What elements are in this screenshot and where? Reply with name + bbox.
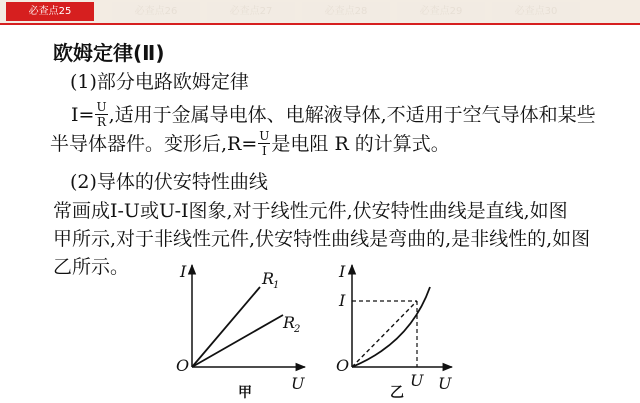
graph-b xyxy=(336,262,452,401)
graph-a-r1-subscript: 1 xyxy=(273,280,280,291)
graph-a-origin: O xyxy=(176,356,190,375)
eq1-lhs: I= xyxy=(71,104,95,126)
section-title: 欧姆定律(Ⅱ) xyxy=(53,41,165,65)
eq2-numerator: U xyxy=(259,128,270,143)
tab-checkpoint-25[interactable]: 必查点25 xyxy=(6,2,94,21)
graph-a-line-r1 xyxy=(192,287,260,367)
eq1-denominator: R xyxy=(96,114,107,129)
graph-b-caption: 乙 xyxy=(390,385,404,401)
eq1-text: ,适用于金属导电体、电解液导体,不适用于空气导体和某些 xyxy=(108,104,596,126)
subheading-iv-curve: (2)导体的伏安特性曲线 xyxy=(70,171,268,193)
document-body xyxy=(0,25,640,403)
graph-b-u-mark: U xyxy=(410,371,424,390)
graph-b-secant xyxy=(352,301,417,367)
graph-a xyxy=(176,262,305,401)
subheading-partial-circuit: (1)部分电路欧姆定律 xyxy=(70,71,249,93)
tab-checkpoint-26[interactable]: 必查点26 xyxy=(112,2,200,21)
tab-bar xyxy=(0,0,640,23)
paragraph-line-3: 乙所示。 xyxy=(53,256,130,278)
line2-suffix: 是电阻 R 的计算式。 xyxy=(271,133,450,155)
graph-a-x-label: U xyxy=(291,374,305,393)
graph-a-r1-label: R xyxy=(262,269,275,288)
graph-b-i-mark: I xyxy=(339,291,346,310)
tab-checkpoint-29[interactable]: 必查点29 xyxy=(397,2,485,21)
graph-a-r2-label: R xyxy=(283,313,296,332)
iv-graphs xyxy=(0,25,640,403)
tab-checkpoint-27[interactable]: 必查点27 xyxy=(207,2,295,21)
graph-a-r2-subscript: 2 xyxy=(294,324,301,335)
tab-checkpoint-28[interactable]: 必查点28 xyxy=(302,2,390,21)
tab-checkpoint-30[interactable]: 必查点30 xyxy=(492,2,580,21)
line2-prefix: 半导体器件。变形后,R= xyxy=(50,133,258,155)
graph-b-origin: O xyxy=(336,356,350,375)
paragraph-line-2: 甲所示,对于非线性元件,伏安特性曲线是弯曲的,是非线性的,如图 xyxy=(53,228,591,250)
graph-a-line-r2 xyxy=(192,315,283,367)
graph-b-x-label: U xyxy=(438,374,452,393)
eq2-denominator: I xyxy=(261,143,267,158)
eq1-numerator: U xyxy=(96,99,107,114)
graph-a-caption: 甲 xyxy=(238,385,252,401)
paragraph-line-1: 常画成I-U或U-I图象,对于线性元件,伏安特性曲线是直线,如图 xyxy=(53,200,568,222)
graph-a-y-label: I xyxy=(180,262,187,281)
graph-b-y-label: I xyxy=(339,262,346,281)
